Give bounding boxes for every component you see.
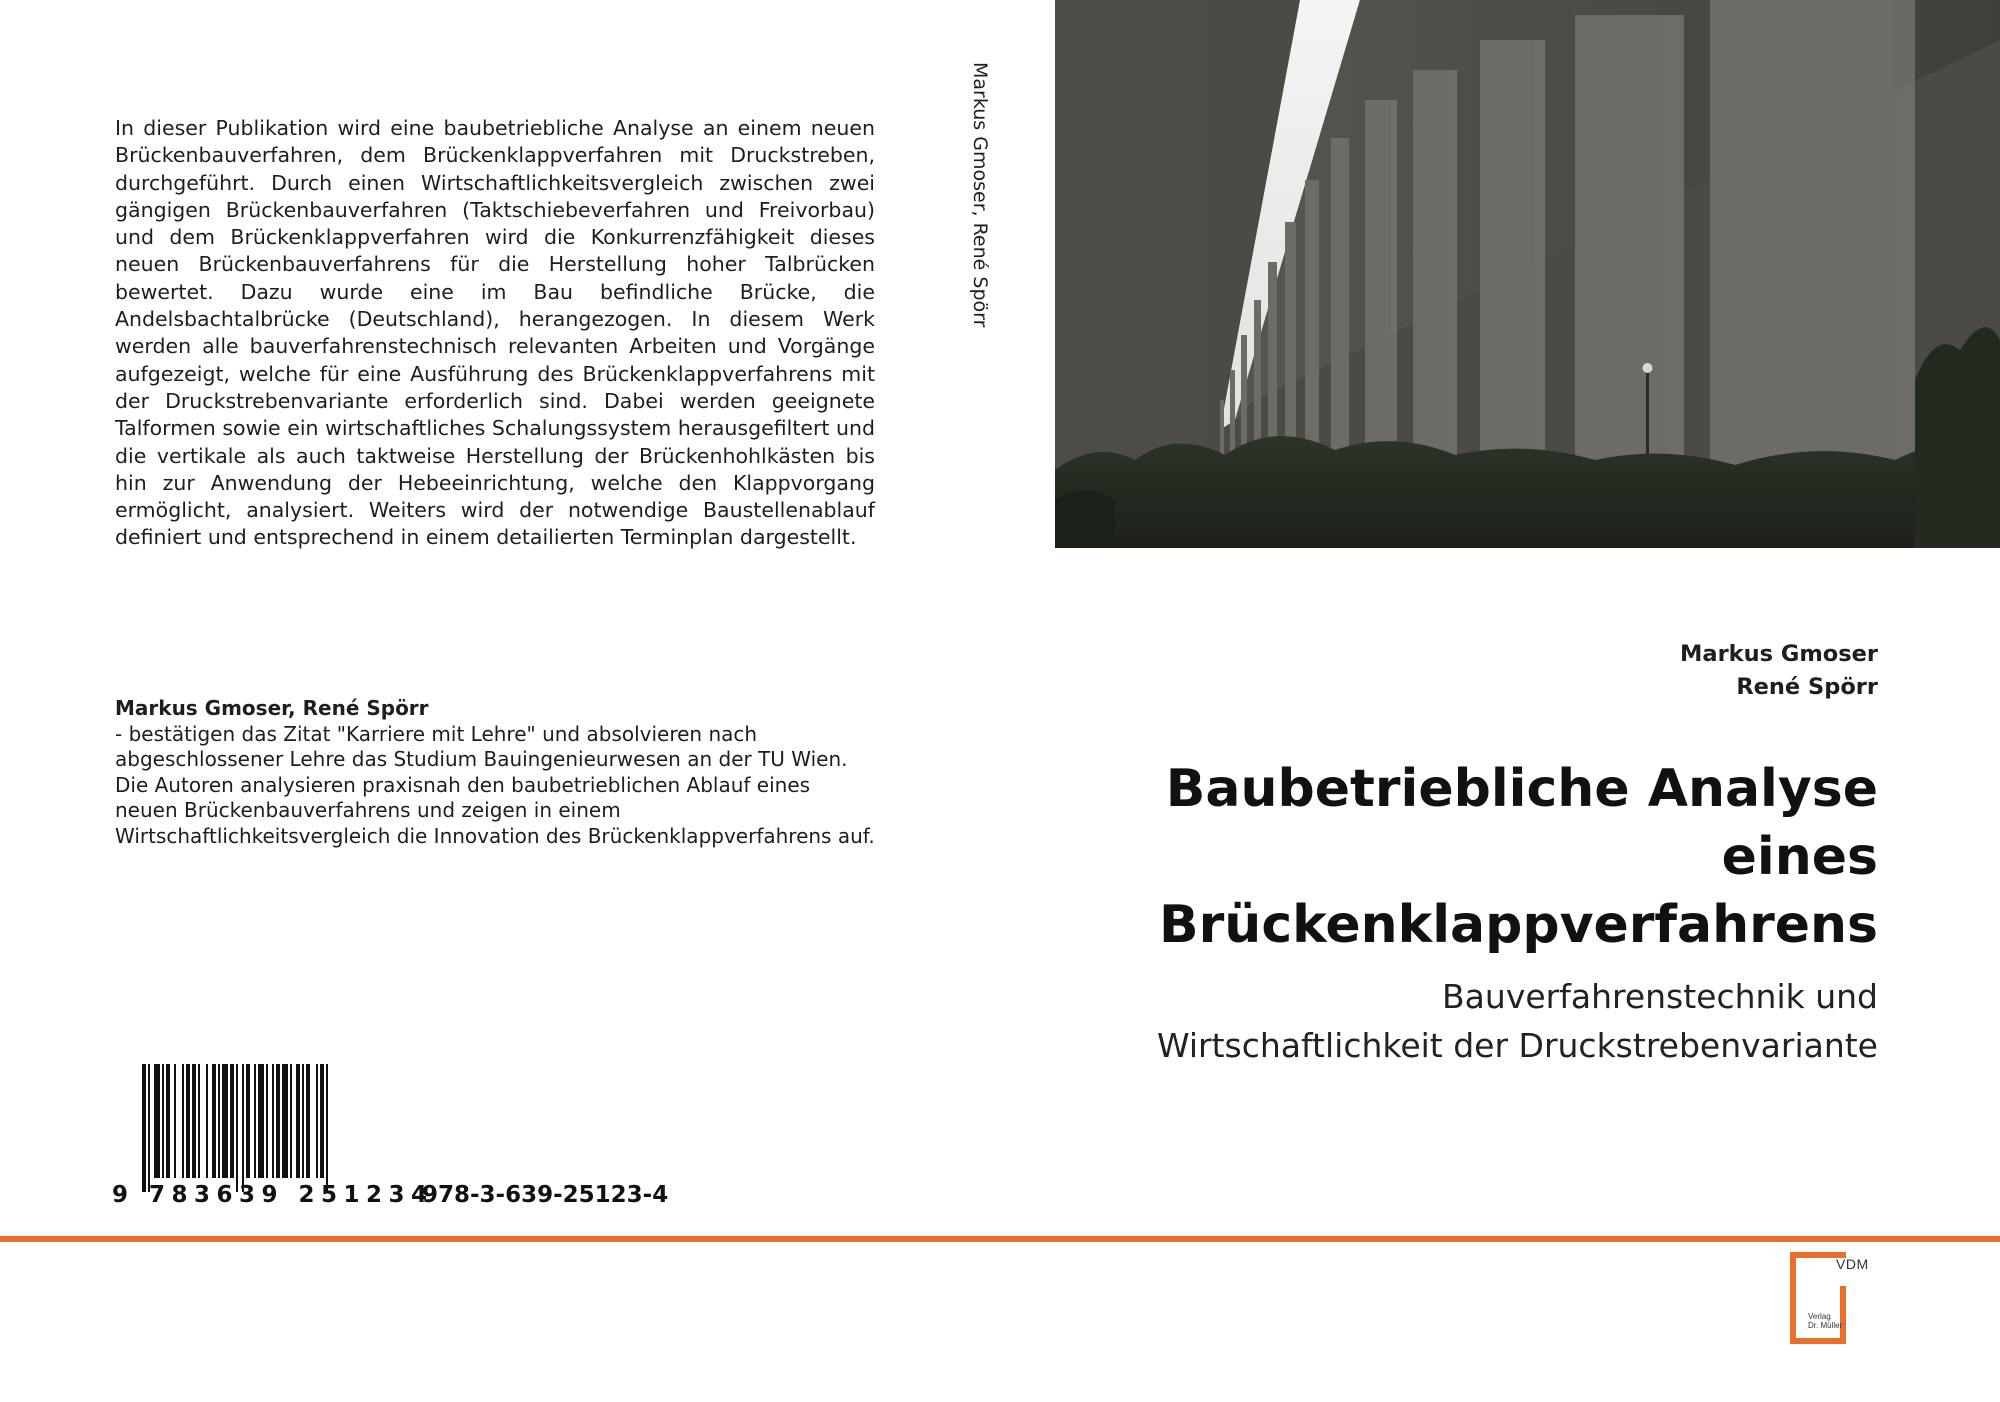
barcode-bar — [212, 1064, 216, 1178]
spine-authors: Markus Gmoser, René Spörr — [969, 62, 991, 328]
orange-divider — [0, 1236, 2000, 1242]
logo-frame-left — [1790, 1252, 1796, 1344]
logo-sub-line-2: Dr. Müller — [1808, 1321, 1843, 1330]
barcode-digits: 9 783639 251234 — [112, 1182, 434, 1208]
title-line-2: eines — [1721, 827, 1878, 887]
isbn-number: 978-3-639-25123-4 — [422, 1182, 669, 1208]
book-title — [978, 755, 1878, 959]
barcode-bar — [236, 1064, 238, 1192]
barcode-bar — [326, 1064, 328, 1192]
logo-mark: VDM — [1836, 1256, 1869, 1272]
barcode-bar — [186, 1064, 190, 1178]
barcode-bar — [222, 1064, 228, 1178]
barcode-bar — [254, 1064, 256, 1178]
barcode-bar — [290, 1064, 292, 1178]
isbn-barcode — [112, 1064, 672, 1224]
book-subtitle — [978, 972, 1878, 1070]
barcode-bar — [166, 1064, 170, 1178]
barcode-bar — [282, 1064, 288, 1178]
back-cover-blurb: In dieser Publikation wird eine baubetriebliche Analyse an einem neuen Brückenbauverfahren, dem Brückenklappverfahren mit Druckstreben, durchgeführt. Durch einen Wirtschaftlichkeitsvergleich zwischen zwei gängigen Brückenbauverfahren (Taktschiebeverfahren und Freivorbau) und dem Brückenklappverfahren wird die Konkurrenzfähigkeit dieses neuen Brückenbauverfahrens für die Herstellung hoher Talbrücken bewertet. Dazu wurde eine im Bau befindliche Brücke, die Andelsbachtalbrücke (Deutschland), herangezogen. In diesem Werk werden alle bauverfahrenstechnisch relevanten Arbeiten und Vorgänge aufgezeigt, welche für eine Ausführung des Brückenklappverfahrens mit der Druckstrebenvariante erforderlich sind. Dabei werden geeignete Talformen sowie ein wirtschaftliches Schalungssystem herausgefiltert und die vertikale als auch taktweise Herstellung der Brückenhohlkästen bis hin zur Anwendung der Hebeeinrichtung, welche den Klappvorgang ermöglicht, analysiert. Weiters wird der notwendige Baustellenablauf definiert und entsprechend in einem detailierten Terminplan dargestellt. — [115, 116, 875, 550]
barcode-bar — [246, 1064, 250, 1178]
barcode-bar — [182, 1064, 184, 1178]
barcode-bar — [206, 1064, 208, 1178]
barcode-bar — [272, 1064, 274, 1178]
author-name-1: Markus Gmoser — [1680, 641, 1878, 667]
barcode-bar — [316, 1064, 318, 1178]
barcode-bar — [320, 1064, 324, 1178]
barcode-bar — [192, 1064, 196, 1178]
author-name-2: René Spörr — [1736, 674, 1878, 700]
subtitle-line-1: Bauverfahrenstechnik und — [1442, 977, 1878, 1016]
logo-frame-bottom — [1790, 1338, 1846, 1344]
author-bio-title: Markus Gmoser, René Spörr — [115, 696, 429, 720]
barcode-bar — [154, 1064, 160, 1178]
logo-subtext — [1808, 1312, 1842, 1330]
subtitle-line-2: Wirtschaftlichkeit der Druckstrebenvariante — [1156, 1026, 1878, 1065]
logo-sub-line-1: Verlag — [1808, 1312, 1831, 1321]
barcode-bar — [276, 1064, 280, 1178]
barcode-bar — [162, 1064, 164, 1178]
barcode-bar — [302, 1064, 304, 1178]
barcode-bar — [142, 1064, 146, 1192]
barcode-bar — [230, 1064, 234, 1178]
author-bio — [115, 696, 875, 849]
author-bio-text: - bestätigen das Zitat "Karriere mit Lehre" und absolvieren nach abgeschlossener Lehre das Studium Bauingenieurwesen an der TU Wien. Die Autoren analysieren praxisnah den baubetrieblichen Ablauf eines neuen Brückenbauverfahrens und zeigen in einem Wirtschaftlichkeitsvergleich die Innovation des Brückenklappverfahrens auf. — [115, 721, 875, 848]
barcode-bar — [242, 1064, 244, 1192]
barcode-bar — [174, 1064, 176, 1178]
title-line-3: Brückenklappverfahrens — [1159, 895, 1878, 955]
barcode-bar — [258, 1064, 264, 1178]
barcode-bar — [296, 1064, 300, 1178]
front-authors — [1680, 638, 1878, 704]
barcode-bar — [306, 1064, 310, 1178]
barcode-bar — [148, 1064, 150, 1192]
vdm-publisher-logo — [1790, 1252, 1869, 1344]
cover-photo-bridge-piers — [1055, 0, 2000, 548]
barcode-bar — [218, 1064, 220, 1178]
barcode-bar — [266, 1064, 268, 1178]
barcode-bar — [198, 1064, 200, 1178]
title-line-1: Baubetriebliche Analyse — [1165, 759, 1878, 819]
barcode-bars — [142, 1064, 402, 1192]
